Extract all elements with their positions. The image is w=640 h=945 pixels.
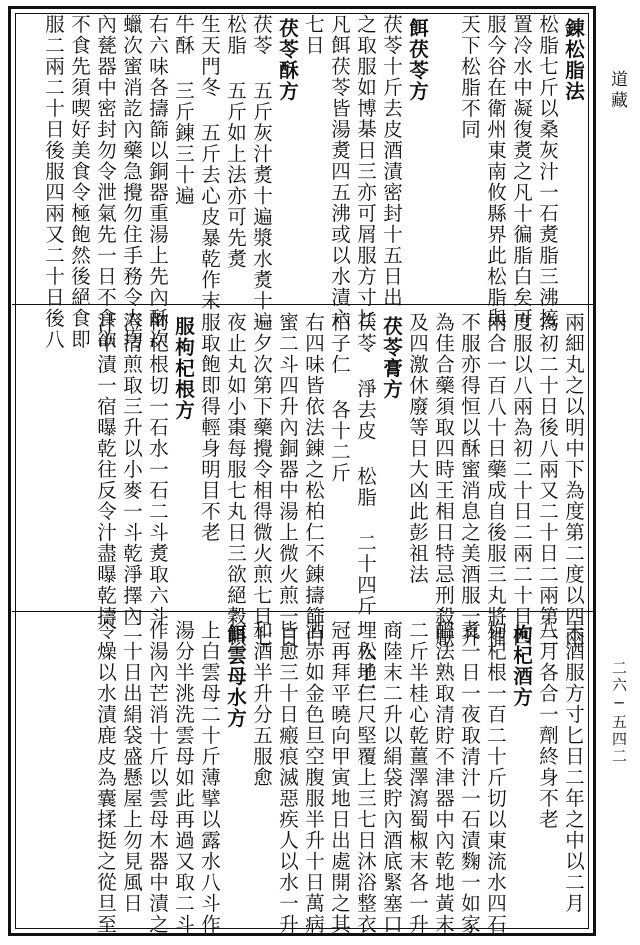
text-column: 酒赤如金色旦空腹服半升十日萬病	[302, 620, 325, 935]
text-column: 夜止丸如小棗每服七丸日三欲絕穀頓	[224, 312, 247, 648]
section-title: 枸杞酒方	[510, 624, 533, 708]
text-column: 凡餌茯苓皆湯煑四五沸或以水漬六	[328, 14, 351, 329]
text-column: 商陸末二升以絹袋貯內酒底緊塞口	[380, 620, 403, 935]
text-panel-top	[14, 14, 592, 350]
text-column: 生天門冬 五斤去心皮暴乾作末	[198, 14, 221, 312]
text-column: 內甆器中密封勿令泄氣先一日不食欲	[94, 14, 117, 350]
text-column: 枸杞根切一石水一石二斗煑取六斗	[146, 312, 169, 627]
section-title: 茯苓膏方	[380, 316, 403, 400]
text-column: 枸杞根一百二十斤切以東流水四石	[484, 620, 507, 935]
text-column: 兩合一百八十日藥成自後服三丸將補	[484, 312, 507, 648]
text-column: 天下松脂不同	[458, 14, 481, 140]
section-title: 餌茯苓方	[406, 18, 429, 102]
text-column: 服二兩二十日後服四兩又二十日後八	[42, 14, 65, 350]
page-number: 二六─五四二	[610, 660, 628, 765]
page-margin	[596, 0, 640, 945]
text-panel-bottom	[14, 620, 592, 935]
text-column: 令燥以水漬鹿皮為囊揉挺之從旦至	[94, 620, 117, 935]
text-column: 牛酥 三斤錬三十遍	[172, 14, 195, 207]
text-column: 松脂七斤以桑灰汁一石煑脂三沸接	[536, 14, 559, 329]
text-column: 服取飽即得輕身明目不老	[198, 312, 221, 543]
text-column: 和酒半升分五服愈	[250, 620, 273, 788]
text-column: 茯苓十斤去皮酒漬密封十五日出	[380, 14, 403, 308]
text-column: 七日	[302, 14, 325, 56]
text-column: 作湯內芒消十斤以雲母木器中漬之	[146, 620, 169, 935]
text-column: 度服以八兩為初二十日二兩二十日四	[510, 312, 533, 648]
text-column: 松脂 五斤如上法亦可先煑	[224, 14, 247, 270]
text-column: 皆愈三十日瘢痕滅惡疾人以水一升	[276, 620, 299, 935]
book-title: 道藏	[607, 70, 627, 112]
text-column: 蜜二斗四升內銅器中湯上微火煎一日	[276, 312, 299, 648]
text-column: 埋入地三尺堅覆上三七日沐浴整衣	[354, 620, 377, 935]
text-column: 上白雲母二十斤薄擘以露水八斗作	[198, 620, 221, 935]
text-column: 兩細丸之以明中下為度第二度以四兩	[562, 312, 585, 648]
text-column: 醞法熟取清貯不津器中內乾地黃末	[432, 620, 455, 935]
section-title: 茯苓酥方	[276, 18, 299, 102]
section-title: 錬松脂法	[562, 18, 585, 102]
text-column: 茯苓 淨去皮 松脂 二十四斤 松子仁	[354, 312, 377, 704]
text-column: 右六味各擣篩以銅器重湯上先內酥次	[146, 14, 169, 350]
text-column: 服今谷在衛州東南攸縣界此松脂與	[484, 14, 507, 329]
text-column: 為佳合藥須取四時王相日特忌刑殺厭	[432, 312, 455, 648]
text-column: 柏子仁 各十二斤	[328, 312, 351, 484]
text-column: 二十日出絹袋盛懸屋上勿見風日	[120, 620, 143, 914]
text-column: 右四味皆依法錬之松柏仁不錬擣篩白	[302, 312, 325, 648]
text-column: 二斤半桂心乾薑澤瀉蜀椒末各一升	[406, 620, 429, 935]
text-column: 置冷水中凝復煑之凡十徧脂白矣可	[510, 14, 533, 329]
text-column: 不服亦得恒以酥蜜消息之美酒服一升	[458, 312, 481, 648]
text-column: 蠟次蜜消訖內藥急攪勿住手務令大均	[120, 14, 143, 350]
text-column: 煑一日一夜取清汁一石漬麴一如家	[458, 620, 481, 935]
text-column: 八月各合一劑終身不老	[536, 620, 559, 830]
text-column: 冠再拜平曉向甲寅地日出處開之其	[328, 620, 351, 935]
section-title: 服枸杞根方	[172, 316, 195, 421]
text-column: 一夕次第下藥攪令相得微火煎七日七	[250, 312, 273, 648]
text-column: 及四激休廢等日大凶此彭祖法	[406, 312, 429, 585]
text-column: 之取服如博棊日三亦可屑服方寸匕	[354, 14, 377, 329]
text-column: 不食先須喫好美食令極飽然後絕食即	[68, 14, 91, 350]
text-column: 汁中漬一宿曝乾往反令汁盡曝乾擣	[94, 312, 117, 627]
text-column: 茯苓 五斤灰汁煑十遍漿水煑十遍	[250, 14, 273, 333]
text-column: 末酒服方寸匕日二年之中以二月	[562, 620, 585, 914]
text-column: 澄清煎取三升以小麥一斗乾淨擇內	[120, 312, 143, 627]
text-column: 湯分半洮洗雲母如此再過又取二斗	[172, 620, 195, 935]
text-column: 為初二十日後八兩又二十日二兩第三	[536, 312, 559, 648]
section-title: 餌雲母水方	[224, 624, 247, 729]
